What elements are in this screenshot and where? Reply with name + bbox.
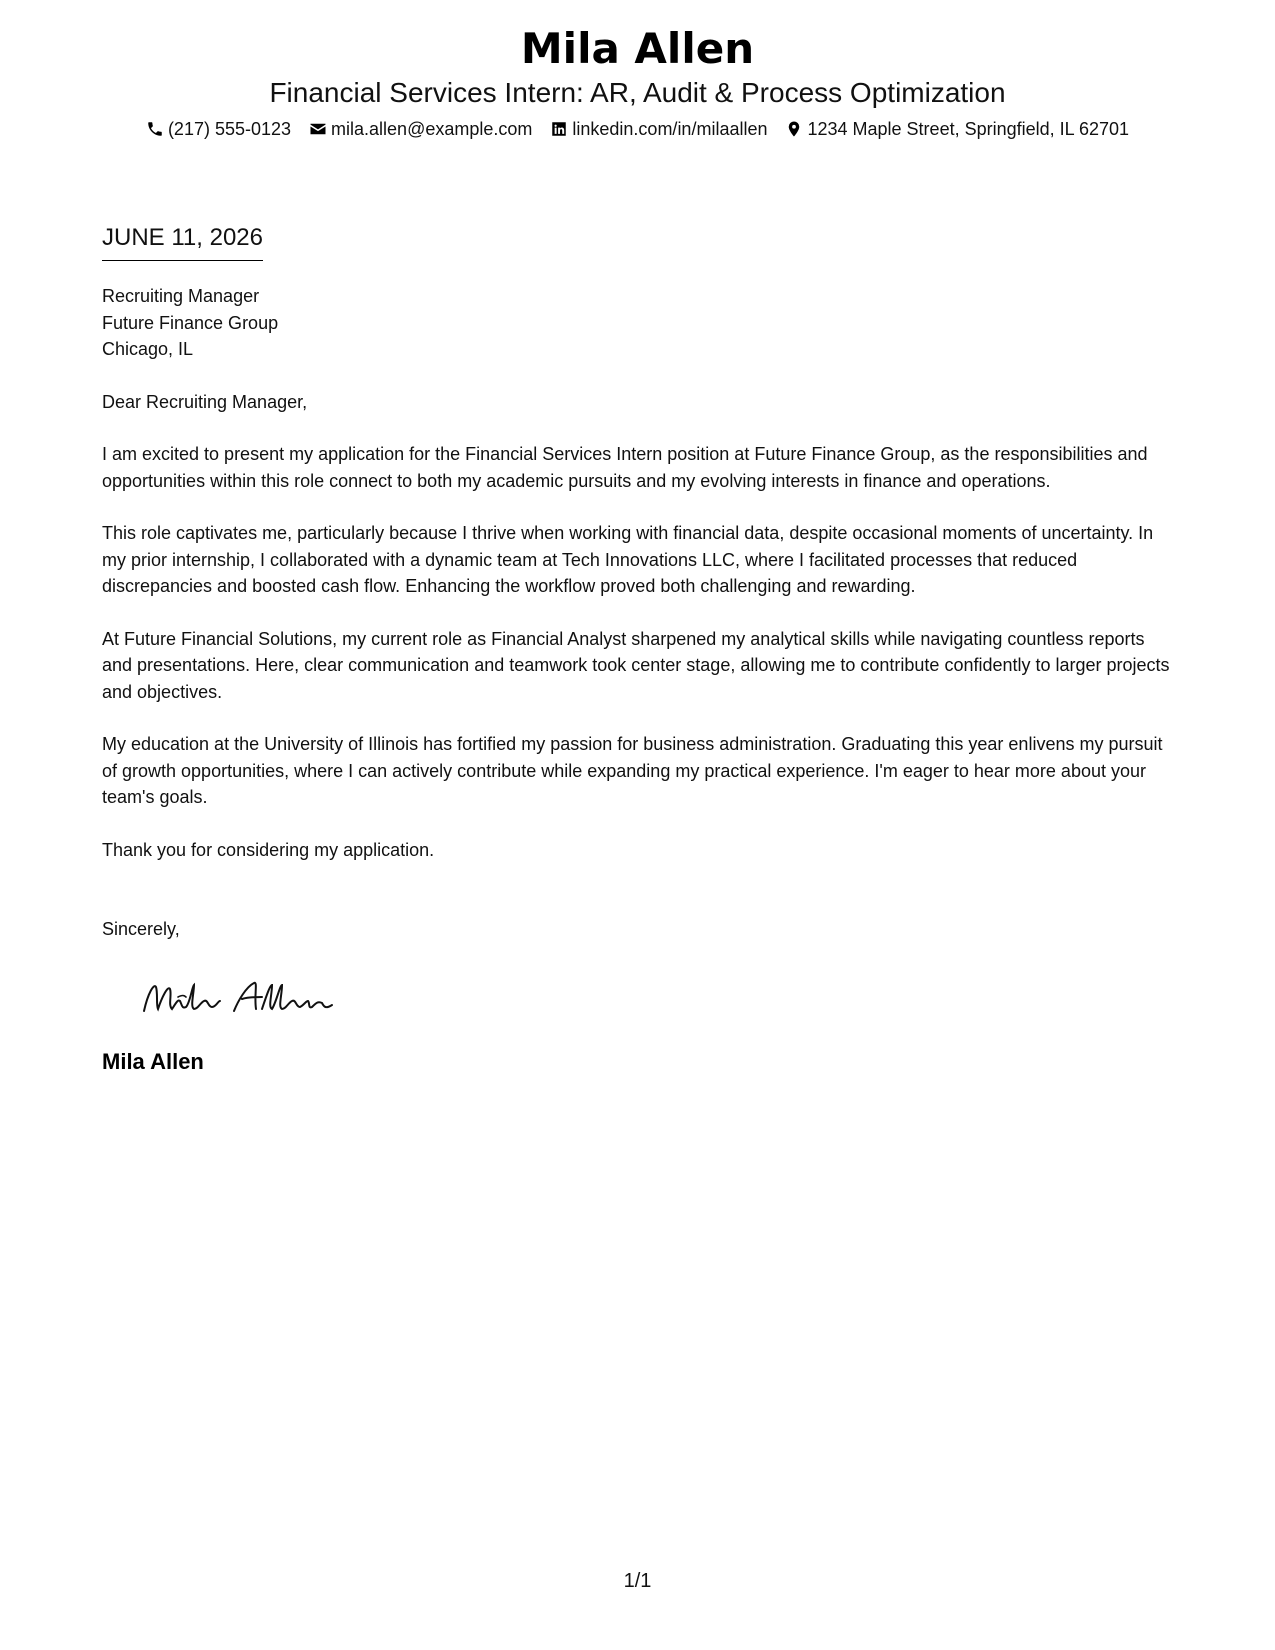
letter-body bbox=[102, 222, 1177, 1076]
recipient-title: Recruiting Manager bbox=[102, 286, 260, 306]
email-text: mila.allen@example.com bbox=[331, 119, 533, 139]
linkedin-text: linkedin.com/in/milaallen bbox=[572, 119, 768, 139]
linkedin-icon bbox=[550, 120, 568, 138]
paragraph-1: I am excited to present my application for the Financial Services Intern position at Future Finance Group, as the responsibilities and opportunities within this role connect to both my academic pursuits and my evolving interests in finance and operations. bbox=[102, 444, 1148, 491]
phone-icon bbox=[146, 120, 164, 138]
phone-text: (217) 555-0123 bbox=[167, 119, 292, 139]
paragraph-5: Thank you for considering my application. bbox=[102, 839, 435, 860]
contact-email bbox=[309, 116, 532, 142]
recipient-block bbox=[102, 283, 1177, 363]
paragraph-2: This role captivates me, particularly because I thrive when working with financial data, despite occasional moments of uncertainty. In my prior internship, I collaborated with a dynamic team at Tech Innovations LLC, where I facilitated processes that reduced discrepancies and boosted cash flow. Enhancing the workflow proved both challenging and rewarding. bbox=[102, 523, 1154, 596]
contact-address bbox=[785, 116, 1129, 142]
paragraph-3: At Future Financial Solutions, my current role as Financial Analyst sharpened my analytical skills while navigating countless reports and presentations. Here, clear communication and teamwork took center stage, allowing me to contribute confidently to larger projects and objectives. bbox=[102, 628, 1170, 702]
page-number: 1/1 bbox=[623, 1570, 652, 1592]
letter-header bbox=[0, 22, 1275, 142]
applicant-headline: Financial Services Intern: AR, Audit & Process Optimization bbox=[269, 77, 1006, 108]
address-text: 1234 Maple Street, Springfield, IL 62701 bbox=[807, 119, 1130, 139]
applicant-name: Mila Allen bbox=[520, 24, 755, 73]
map-pin-icon bbox=[785, 120, 803, 138]
recipient-company: Future Finance Group bbox=[102, 312, 279, 333]
contact-bar bbox=[0, 116, 1275, 142]
handwritten-signature bbox=[138, 973, 338, 1023]
paragraph-4: My education at the University of Illinois has fortified my passion for business administration. Graduating this year enlivens my pursuit of growth opportunities, where I can actively contribute while expanding my practical experience. I'm eager to hear more about your team's goals. bbox=[102, 734, 1163, 807]
envelope-icon bbox=[309, 120, 327, 138]
contact-linkedin bbox=[550, 116, 767, 142]
salutation: Dear Recruiting Manager, bbox=[102, 391, 308, 412]
contact-phone bbox=[146, 116, 291, 142]
signer-name: Mila Allen bbox=[102, 1049, 204, 1074]
recipient-location: Chicago, IL bbox=[102, 339, 194, 359]
letter-date: JUNE 11, 2026 bbox=[102, 222, 263, 261]
closing: Sincerely, bbox=[102, 919, 180, 939]
